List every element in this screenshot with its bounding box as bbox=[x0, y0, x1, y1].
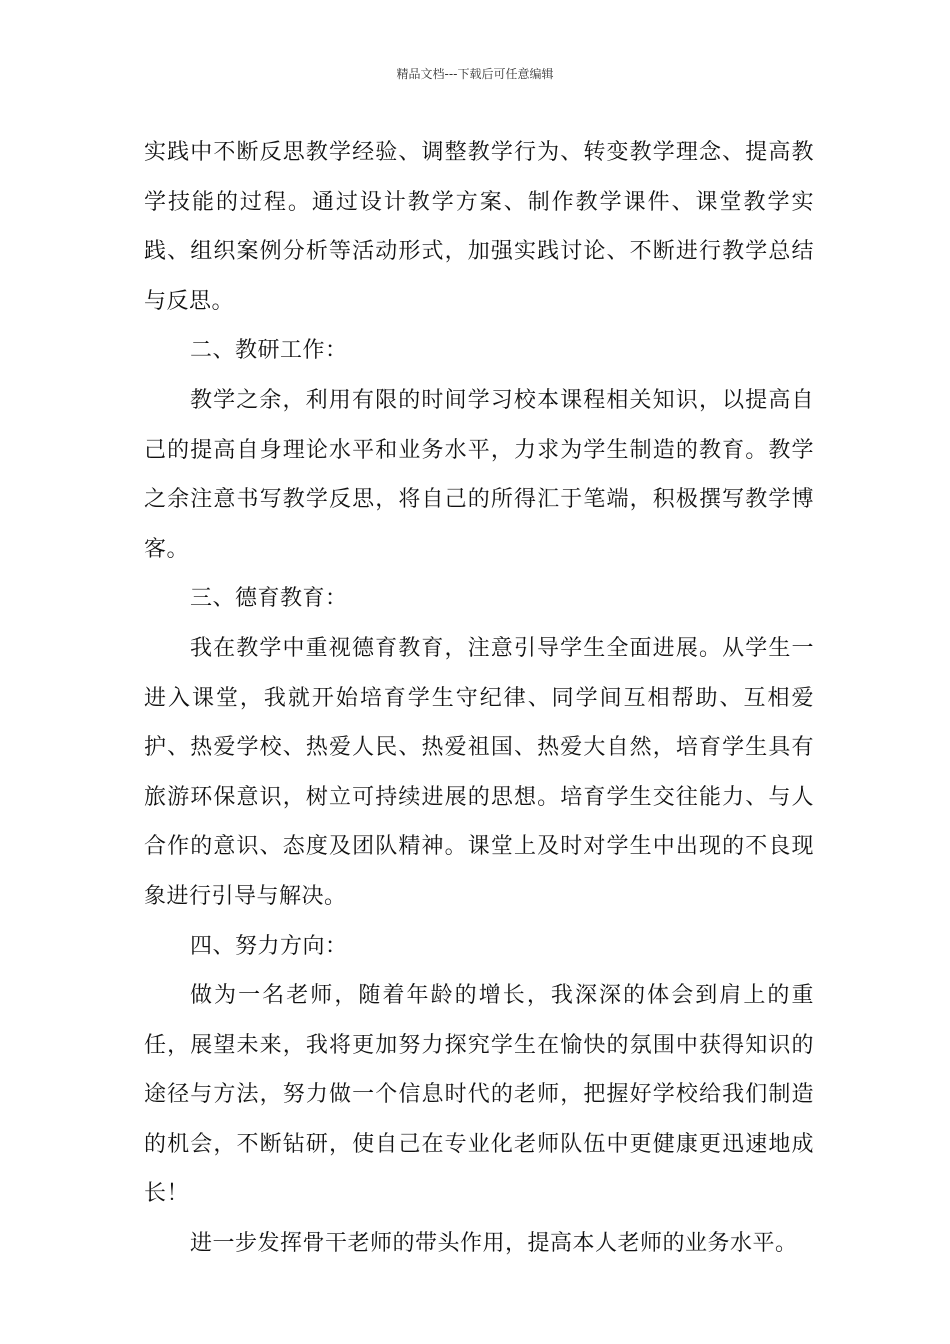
section-heading-direction: 四、努力方向： bbox=[190, 933, 348, 959]
paragraph-direction: 做为一名老师，随着年龄的增长，我深深的体会到肩上的重任，展望未来，我将更加努力探究学生在愉快的氛围中获得知识的途径与方法，努力做一个信息时代的老师，把握好学校给我们制造的机会，不断钻研，使自己在专业化老师队伍中更健康更迅速地成长！ bbox=[144, 983, 814, 1207]
paragraph-research: 教学之余，利用有限的时间学习校本课程相关知识，以提高自己的提高自身理论水平和业务水平，力求为学生制造的教育。教学之余注意书写教学反思，将自己的所得汇于笔端，积极撰写教学博客。 bbox=[144, 387, 814, 562]
page-header: 精品文档---下载后可任意编辑 bbox=[396, 67, 554, 81]
section-heading-research: 二、教研工作： bbox=[190, 338, 348, 364]
paragraph-continuation: 实践中不断反思教学经验、调整教学行为、转变教学理念、提高教学技能的过程。通过设计教学方案、制作教学课件、课堂教学实践、组织案例分析等活动形式，加强实践讨论、不断进行教学总结与反思。 bbox=[144, 140, 814, 314]
paragraph-moral-education: 我在教学中重视德育教育，注意引导学生全面进展。从学生一进入课堂，我就开始培育学生守纪律、同学间互相帮助、互相爱护、热爱学校、热爱人民、热爱祖国、热爱大自然，培育学生具有旅游环保意识，树立可持续进展的思想。培育学生交往能力、与人合作的意识、态度及团队精神。课堂上及时对学生中出现的不良现象进行引导与解决。 bbox=[144, 635, 814, 909]
paragraph-closing: 进一步发挥骨干老师的带头作用，提高本人老师的业务水平。 bbox=[190, 1231, 798, 1257]
section-heading-moral-education: 三、德育教育： bbox=[190, 586, 348, 612]
document-body bbox=[144, 128, 814, 1269]
